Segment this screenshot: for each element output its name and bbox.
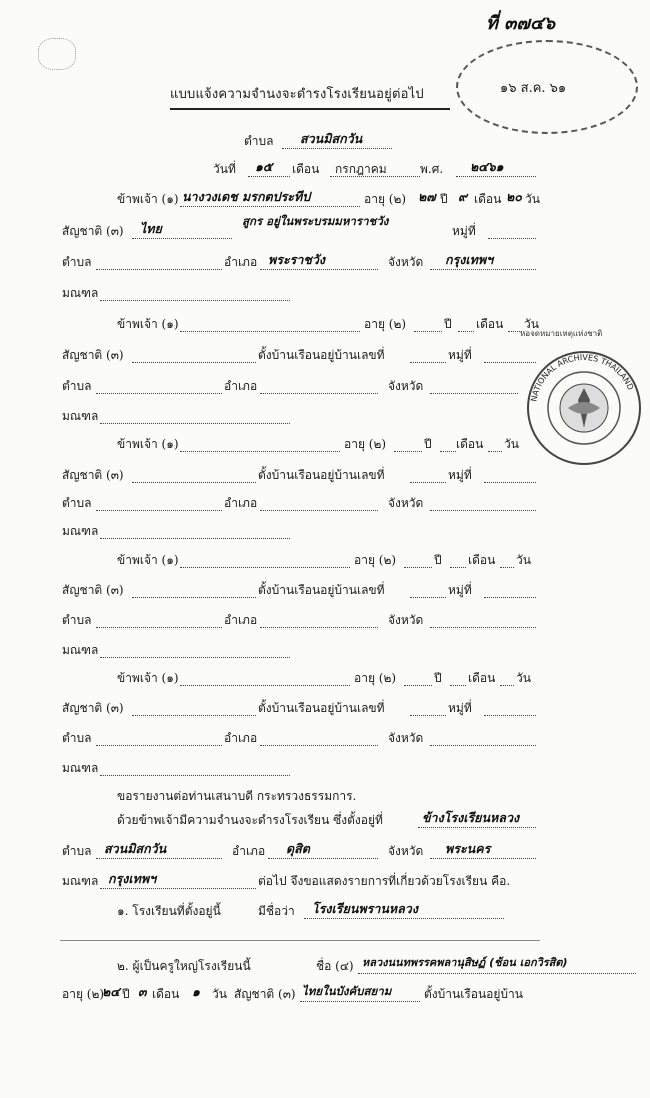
entry1-nationality-label: สัญชาติ (๓) <box>62 224 124 238</box>
entry1-age-days: ๒๐ <box>506 189 522 204</box>
entry5-moo-label: หมู่ที่ <box>448 701 472 715</box>
entry1-province: กรุงเทพฯ <box>445 252 494 267</box>
entry1-moo-label: หมู่ที่ <box>452 224 476 238</box>
entry3-days-label: วัน <box>504 437 519 451</box>
header-day: ๑๕ <box>255 159 273 174</box>
item2-age-label: อายุ (๒) <box>62 987 105 1001</box>
entry2-moo-label: หมู่ที่ <box>448 348 472 362</box>
report-continue-text: ต่อไป จึงขอแสดงรายการที่เกี่ยวด้วยโรงเรียน คือ. <box>258 874 511 888</box>
entry5-nationality-label: สัญชาติ (๓) <box>62 701 124 715</box>
entry1-name: นางวงเดช มรกตประทีป <box>182 189 311 204</box>
entry3-nationality-label: สัญชาติ (๓) <box>62 468 124 482</box>
document-number: ที่ ๓๗๔๖ <box>486 13 556 34</box>
item2-residence-label: ตั้งบ้านเรือนอยู่บ้าน <box>424 987 523 1001</box>
entry2-months-label: เดือน <box>476 317 504 331</box>
entry4-nationality-label: สัญชาติ (๓) <box>62 583 124 597</box>
item2-age-months: ๓ <box>138 984 147 999</box>
entry3-province-label: จังหวัด <box>388 496 424 510</box>
item1-label: ๑. โรงเรียนที่ตั้งอยู่นี้ <box>117 904 221 918</box>
entry3-residence-label: ตั้งบ้านเรือนอยู่บ้านเลขที่ <box>258 468 385 482</box>
separator-line <box>60 940 540 941</box>
entry2-age-label: อายุ (๒) <box>364 317 407 331</box>
item2-label: ๒. ผู้เป็นครูใหญ่โรงเรียนนี้ <box>117 959 251 973</box>
entry1-amphoe: พระราชวัง <box>268 252 326 267</box>
item1-school-name: โรงเรียนพรานหลวง <box>312 901 418 916</box>
entry2-tambon-label: ตำบล <box>62 379 92 393</box>
header-year-label: พ.ศ. <box>420 162 444 176</box>
report-amphoe-label: อำเภอ <box>232 844 266 858</box>
item2-nationality-label: สัญชาติ (๓) <box>234 987 296 1001</box>
report-location: ข้างโรงเรียนหลวง <box>422 810 520 825</box>
entry2-residence-label: ตั้งบ้านเรือนอยู่บ้านเลขที่ <box>258 348 385 362</box>
report-monthon: กรุงเทพฯ <box>108 871 157 886</box>
entry3-moo-label: หมู่ที่ <box>448 468 472 482</box>
header-tambon-value: สวนมิสกวัน <box>300 131 363 146</box>
title-underline <box>170 108 450 110</box>
header-month-label: เดือน <box>292 162 320 176</box>
item2-days-label: วัน <box>212 987 227 1001</box>
report-tambon: สวนมิสกวัน <box>104 841 167 856</box>
entry3-age-label: อายุ (๒) <box>344 437 387 451</box>
report-province-label: จังหวัด <box>388 844 424 858</box>
entry4-residence-label: ตั้งบ้านเรือนอยู่บ้านเลขที่ <box>258 583 385 597</box>
report-monthon-label: มณฑล <box>62 874 99 888</box>
entry4-age-label: อายุ (๒) <box>354 553 397 567</box>
entry4-monthon-label: มณฑล <box>62 643 99 657</box>
form-title: แบบแจ้งความจำนงจะดำรงโรงเรียนอยู่ต่อไป <box>170 87 424 102</box>
corner-mark <box>38 38 76 70</box>
item2-name: หลวงนนทพรรคพลานุสิษฏ์ (ช้อน เอกวิรสิต) <box>362 956 568 969</box>
entry1-age-months: ๙ <box>458 189 468 204</box>
entry3-monthon-label: มณฑล <box>62 524 99 538</box>
received-stamp-date: ๑๖ ส.ค. ๖๑ <box>500 81 567 96</box>
item1-name-label: มีชื่อว่า <box>258 904 295 918</box>
entry5-tambon-label: ตำบล <box>62 731 92 745</box>
entry1-residence-note: สูกร อยู่ในพระบรมมหาราชวัง <box>242 214 389 228</box>
item2-age-years: ๒๔ <box>102 984 120 999</box>
seal-text-thai: หอจดหมายเหตุแห่งชาติ <box>520 329 603 338</box>
entry1-days-label: วัน <box>525 192 540 206</box>
entry2-applicant-label: ข้าพเจ้า (๑) <box>117 317 179 331</box>
item2-nationality: ไทยในบังคับสยาม <box>302 984 392 998</box>
entry2-monthon-label: มณฑล <box>62 409 99 423</box>
national-archives-seal <box>524 348 644 468</box>
entry2-days-label: วัน <box>524 317 539 331</box>
entry2-amphoe-label: อำเภอ <box>224 379 258 393</box>
item2-age-days: ๑ <box>192 984 200 999</box>
entry4-days-label: วัน <box>516 553 531 567</box>
entry4-applicant-label: ข้าพเจ้า (๑) <box>117 553 179 567</box>
header-tambon-label: ตำบล <box>244 134 274 148</box>
entry1-applicant-label: ข้าพเจ้า (๑) <box>117 192 179 206</box>
header-date-label: วันที่ <box>213 162 236 176</box>
entry1-monthon-label: มณฑล <box>62 286 99 300</box>
item2-name-label: ชื่อ (๔) <box>316 959 354 973</box>
entry2-nationality-label: สัญชาติ (๓) <box>62 348 124 362</box>
report-line2: ด้วยข้าพเจ้ามีความจำนงจะดำรงโรงเรียน ซึ่งตั้งอยู่ที่ <box>117 813 383 827</box>
entry5-applicant-label: ข้าพเจ้า (๑) <box>117 671 179 685</box>
entry4-province-label: จังหวัด <box>388 613 424 627</box>
entry1-nationality: ไทย <box>140 221 162 236</box>
entry5-monthon-label: มณฑล <box>62 761 99 775</box>
entry2-province-label: จังหวัด <box>388 379 424 393</box>
report-tambon-label: ตำบล <box>62 844 92 858</box>
entry5-days-label: วัน <box>516 671 531 685</box>
entry5-age-label: อายุ (๒) <box>354 671 397 685</box>
entry5-years-label: ปี <box>434 671 442 685</box>
entry1-age-years: ๒๗ <box>418 189 436 204</box>
entry5-amphoe-label: อำเภอ <box>224 731 258 745</box>
entry4-amphoe-label: อำเภอ <box>224 613 258 627</box>
entry4-months-label: เดือน <box>468 553 496 567</box>
item2-months-label: เดือน <box>152 987 180 1001</box>
report-amphoe: ดุสิต <box>286 841 310 856</box>
entry1-months-label: เดือน <box>474 192 502 206</box>
entry1-tambon-label: ตำบล <box>62 255 92 269</box>
entry2-years-label: ปี <box>444 317 452 331</box>
entry4-moo-label: หมู่ที่ <box>448 583 472 597</box>
entry3-months-label: เดือน <box>456 437 484 451</box>
header-year: ๒๔๖๑ <box>470 159 504 174</box>
entry3-years-label: ปี <box>424 437 432 451</box>
header-month: กรกฎาคม <box>335 162 387 176</box>
report-line1: ขอรายงานต่อท่านเสนาบดี กระทรวงธรรมการ. <box>117 789 357 803</box>
entry1-age-label: อายุ (๒) <box>364 192 407 206</box>
item2-years-label: ปี <box>122 987 130 1001</box>
entry4-years-label: ปี <box>434 553 442 567</box>
entry5-residence-label: ตั้งบ้านเรือนอยู่บ้านเลขที่ <box>258 701 385 715</box>
entry1-province-label: จังหวัด <box>388 255 424 269</box>
entry1-amphoe-label: อำเภอ <box>224 255 258 269</box>
report-province: พระนคร <box>445 841 491 856</box>
entry5-months-label: เดือน <box>468 671 496 685</box>
seal-text-english: NATIONAL ARCHIVES THAILAND <box>529 352 636 403</box>
entry3-tambon-label: ตำบล <box>62 496 92 510</box>
entry4-tambon-label: ตำบล <box>62 613 92 627</box>
entry5-province-label: จังหวัด <box>388 731 424 745</box>
entry3-applicant-label: ข้าพเจ้า (๑) <box>117 437 179 451</box>
entry1-years-label: ปี <box>440 192 448 206</box>
entry3-amphoe-label: อำเภอ <box>224 496 258 510</box>
